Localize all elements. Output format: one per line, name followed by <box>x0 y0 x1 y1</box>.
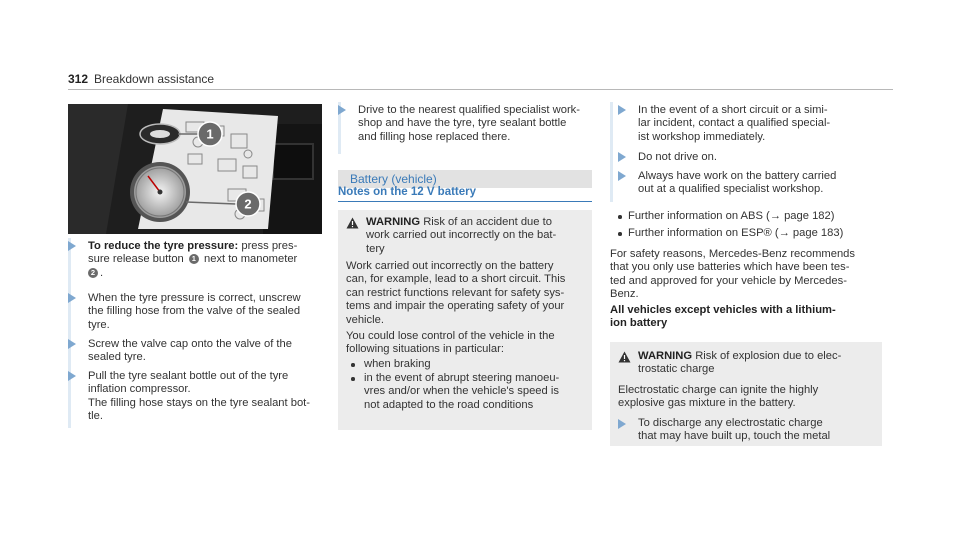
warning-line: vehicle. <box>346 313 384 326</box>
step-short-circuit <box>612 104 882 144</box>
warning-label: WARNING <box>638 350 693 362</box>
warning-icon <box>618 351 631 363</box>
warning-bullet <box>364 358 590 371</box>
step-arrow-icon <box>68 339 76 349</box>
para-line: For safety reasons, Mercedes-Benz recommends <box>610 248 855 260</box>
abs-reference[interactable]: Further information on ABS (→ page 182) <box>628 210 835 222</box>
bullet-dot <box>351 377 355 381</box>
warning-line: explosive gas mixture in the battery. <box>618 397 796 410</box>
bullet-dot <box>351 363 355 367</box>
warning-line: Electrostatic charge can ignite the highly <box>618 384 819 396</box>
step-do-not-drive <box>612 151 882 164</box>
compressor-photo <box>68 104 322 234</box>
warning-icon <box>346 217 359 229</box>
step-line: tyre. <box>88 318 110 331</box>
step-pull-bottle <box>68 370 328 424</box>
step-line: tle. <box>88 410 103 423</box>
step-reduce-pressure: To reduce the tyre pressure: press pres- sure release button 1 next to manometer 2 . <box>68 240 328 280</box>
running-header: Breakdown assistance <box>94 72 215 86</box>
step-line: out at a qualified specialist workshop. <box>638 183 824 196</box>
heading-line: All vehicles except vehicles with a lithium- <box>610 304 836 316</box>
step-arrow-icon <box>338 105 346 115</box>
warning-text: trostatic charge <box>638 363 715 376</box>
step-line: Pull the tyre sealant bottle out of the tyre <box>88 370 289 382</box>
step-line: Screw the valve cap onto the valve of the <box>88 338 292 350</box>
step-line: Always have work on the battery carried <box>638 170 837 182</box>
step-line: The filling hose stays on the tyre sealant bot- <box>88 396 311 409</box>
warning-line: can, for example, lead to a short circuit. This <box>346 273 566 286</box>
subsection-title: Notes on the 12 V battery <box>338 186 477 198</box>
page-number: 312 <box>68 72 89 86</box>
warning-heading <box>638 350 878 377</box>
heading-line: ion battery <box>610 317 668 330</box>
bullet-dot <box>618 232 622 236</box>
step-arrow-icon <box>618 105 626 115</box>
recommendation-paragraph <box>610 248 890 302</box>
warning-paragraph <box>346 260 590 327</box>
step-arrow-icon <box>68 293 76 303</box>
step-line: ist workshop immediately. <box>638 130 766 143</box>
step-line: the filling hose from the valve of the sealed <box>88 305 301 318</box>
warning-line: To discharge any electrostatic charge <box>638 417 823 429</box>
step-specialist <box>612 170 882 197</box>
header-rule <box>68 89 893 90</box>
step-arrow-icon <box>68 371 76 381</box>
step-drive-workshop <box>338 104 598 144</box>
callout-badge-1: 1 <box>189 254 199 264</box>
compressor-illustration <box>68 104 322 234</box>
step-unscrew-hose <box>68 292 328 332</box>
para-line: ted and approved for your vehicle by Mercedes- <box>610 274 847 287</box>
subsection-rule <box>338 201 592 202</box>
step-line: Do not drive on. <box>638 151 717 163</box>
step-arrow-icon <box>618 171 626 181</box>
bullet-text: in the event of abrupt steering manoeu- <box>364 372 560 384</box>
bullet-text: when braking <box>364 358 431 370</box>
warning-line: tems and impair the operating safety of your <box>346 300 565 313</box>
callout-badge-2: 2 <box>88 268 98 278</box>
step-line: inflation compressor. <box>88 383 191 396</box>
step-screw-cap <box>68 338 328 365</box>
esp-reference[interactable]: Further information on ESP® (→ page 183) <box>628 227 844 239</box>
bullet-text: vres and/or when the vehicle's speed is <box>364 385 559 398</box>
step-line: When the tyre pressure is correct, unscrew <box>88 292 301 304</box>
warning-line: following situations in particular: <box>346 343 504 356</box>
step-line: and filling hose replaced there. <box>358 130 511 143</box>
warning-paragraph <box>346 330 590 357</box>
warning-text: Risk of an accident due to <box>423 216 552 228</box>
warning-label: WARNING <box>366 216 421 228</box>
warning-bullet <box>364 372 590 412</box>
warning-text: tery <box>366 242 385 255</box>
warning-step <box>638 417 878 444</box>
warning-text: Risk of explosion due to elec- <box>695 350 842 362</box>
step-arrow-icon <box>618 419 626 429</box>
warning-paragraph <box>618 384 878 411</box>
warning-line: Work carried out incorrectly on the battery <box>346 260 554 272</box>
para-line: that you only use batteries which have been tes- <box>610 261 850 274</box>
callout-2: 2 <box>244 196 252 212</box>
step-line: lar incident, contact a qualified special- <box>638 117 831 130</box>
step-text: sure release button <box>88 253 184 266</box>
warning-line: You could lose control of the vehicle in the <box>346 330 555 342</box>
warning-line: that may have built up, touch the metal <box>638 430 831 443</box>
step-line: Drive to the nearest qualified specialist work- <box>358 104 580 116</box>
step-line: sealed tyre. <box>88 351 146 364</box>
step-text: next to manometer <box>204 253 298 266</box>
step-arrow-icon <box>68 241 76 251</box>
warning-text: work carried out incorrectly on the bat- <box>366 229 557 242</box>
bullet-text: not adapted to the road conditions <box>364 398 534 411</box>
para-line: Benz. <box>610 288 639 301</box>
step-lead: To reduce the tyre pressure: <box>88 240 239 252</box>
step-text: press pres- <box>238 240 298 252</box>
bullet-dot <box>618 215 622 219</box>
battery-subheading <box>610 304 890 331</box>
step-arrow-icon <box>618 152 626 162</box>
warning-heading <box>366 216 588 256</box>
warning-line: can restrict functions relevant for safety sys- <box>346 286 565 299</box>
step-line: In the event of a short circuit or a simi- <box>638 104 828 116</box>
callout-1: 1 <box>206 126 214 142</box>
step-line: shop and have the tyre, tyre sealant bottle <box>358 117 567 130</box>
section-title: Battery (vehicle) <box>350 172 437 186</box>
